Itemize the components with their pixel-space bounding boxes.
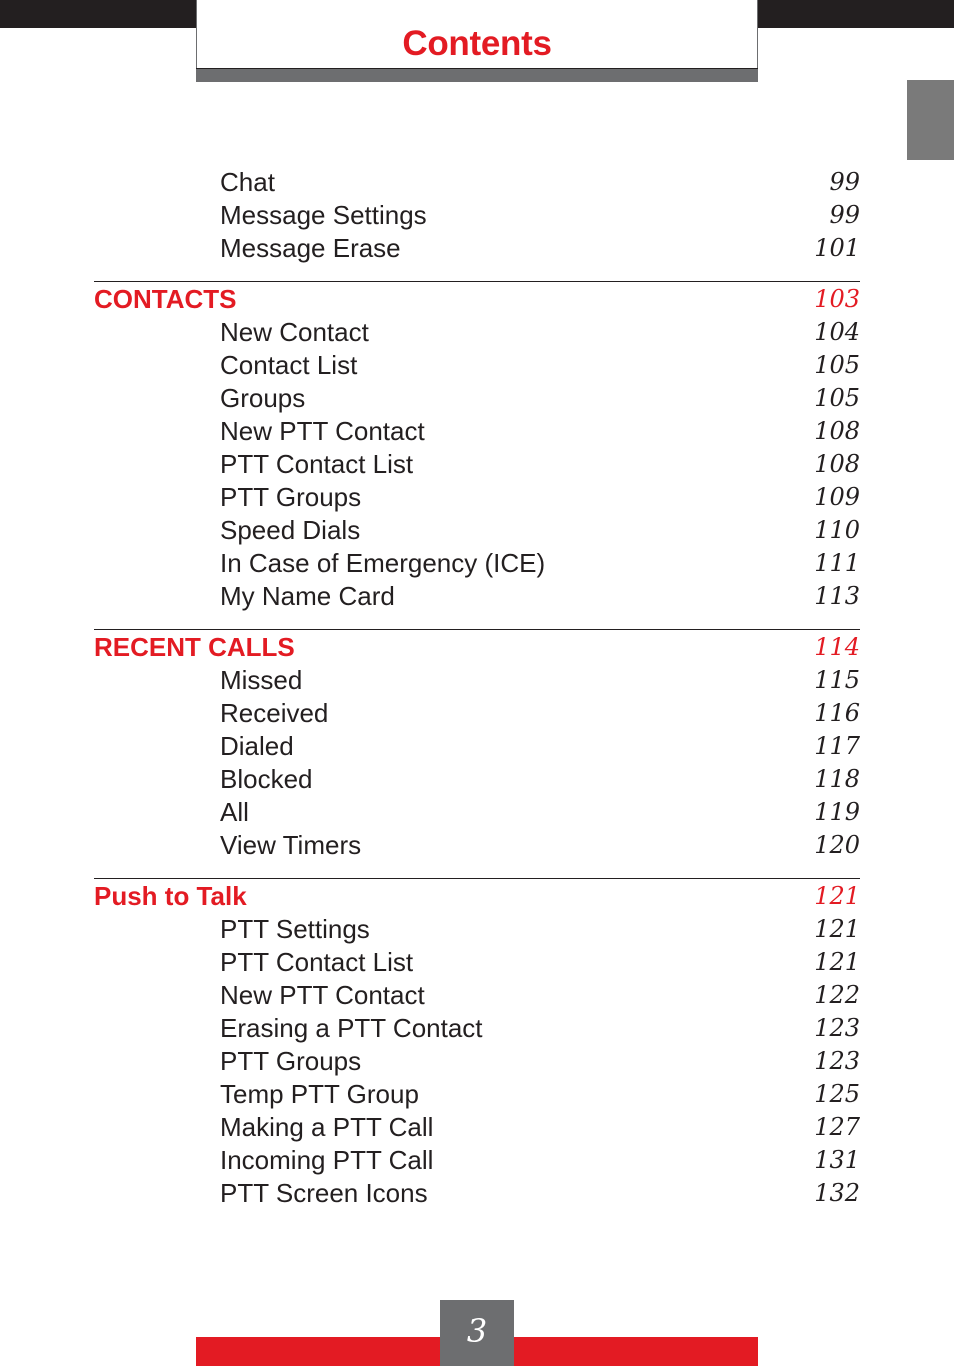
page-ref: 115: [814, 666, 860, 694]
entry-label: Speed Dials: [220, 515, 361, 545]
section-title: Push to Talk: [94, 881, 247, 911]
toc-entry[interactable]: [94, 448, 860, 481]
section-divider: [94, 281, 860, 282]
page-ref: 104: [814, 318, 860, 346]
entry-label: PTT Contact List: [220, 947, 414, 977]
toc-entry[interactable]: [94, 166, 860, 199]
entry-label: Missed: [220, 665, 303, 695]
toc-entry[interactable]: [94, 1144, 860, 1177]
entry-label: Temp PTT Group: [220, 1079, 419, 1109]
section-divider: [94, 878, 860, 879]
toc-entry[interactable]: [94, 913, 860, 946]
toc-section-heading[interactable]: [94, 631, 860, 664]
toc-entry[interactable]: [94, 514, 860, 547]
section-title: CONTACTS: [94, 284, 237, 314]
toc-entry[interactable]: [94, 1177, 860, 1210]
page-ref: 125: [814, 1080, 860, 1108]
page-ref: 118: [814, 765, 860, 793]
entry-label: All: [220, 797, 249, 827]
toc-entry[interactable]: [94, 1078, 860, 1111]
page-ref: 109: [814, 483, 860, 511]
toc-entry[interactable]: [94, 829, 860, 862]
page-ref: 108: [814, 417, 860, 445]
bottom-bar-left: [196, 1337, 440, 1366]
toc-entry[interactable]: [94, 697, 860, 730]
page-ref: 122: [814, 981, 860, 1009]
page-ref: 103: [814, 285, 860, 313]
section-title: RECENT CALLS: [94, 632, 295, 662]
bottom-bar-right: [514, 1337, 758, 1366]
page-ref: 114: [814, 633, 860, 661]
entry-label: Making a PTT Call: [220, 1112, 434, 1142]
entry-label: New Contact: [220, 317, 369, 347]
entry-label: In Case of Emergency (ICE): [220, 548, 546, 578]
entry-label: Chat: [220, 167, 275, 197]
entry-label: PTT Settings: [220, 914, 370, 944]
page-ref: 110: [814, 516, 860, 544]
entry-label: New PTT Contact: [220, 980, 425, 1010]
entry-label: PTT Contact List: [220, 449, 414, 479]
toc-entry[interactable]: [94, 763, 860, 796]
entry-label: Message Settings: [220, 200, 427, 230]
top-bar-right: [757, 0, 954, 28]
toc-entry[interactable]: [94, 796, 860, 829]
section-divider: [94, 629, 860, 630]
toc-entry[interactable]: [94, 349, 860, 382]
page-number: 3: [440, 1300, 514, 1366]
page-ref: 131: [814, 1146, 860, 1174]
page-title: Contents: [402, 24, 552, 63]
toc-entry[interactable]: [94, 481, 860, 514]
entry-label: PTT Groups: [220, 1046, 362, 1076]
entry-label: View Timers: [220, 830, 362, 860]
entry-label: Blocked: [220, 764, 313, 794]
toc-entry[interactable]: [94, 946, 860, 979]
toc-entry[interactable]: [94, 1111, 860, 1144]
table-of-contents: [94, 166, 860, 1210]
page-ref: 119: [814, 798, 860, 826]
toc-entry[interactable]: [94, 730, 860, 763]
page-ref: 121: [814, 948, 860, 976]
page-ref: 113: [814, 582, 860, 610]
toc-entry[interactable]: [94, 664, 860, 697]
toc-entry[interactable]: [94, 547, 860, 580]
page-ref: 117: [814, 732, 860, 760]
page-ref: 116: [814, 699, 860, 727]
entry-label: Received: [220, 698, 329, 728]
entry-label: New PTT Contact: [220, 416, 425, 446]
toc-section-heading[interactable]: [94, 880, 860, 913]
entry-label: Erasing a PTT Contact: [220, 1013, 483, 1043]
entry-label: Dialed: [220, 731, 294, 761]
page-ref: 121: [814, 915, 860, 943]
page-ref: 123: [814, 1014, 860, 1042]
entry-label: PTT Screen Icons: [220, 1178, 428, 1208]
entry-label: My Name Card: [220, 581, 395, 611]
page-ref: 111: [814, 549, 860, 577]
entry-label: Incoming PTT Call: [220, 1145, 434, 1175]
page-ref: 120: [814, 831, 860, 859]
entry-label: PTT Groups: [220, 482, 362, 512]
page-ref: 99: [829, 201, 860, 229]
page-ref: 132: [814, 1179, 860, 1207]
title-underbar: [196, 68, 758, 82]
top-bar-left: [0, 0, 197, 28]
toc-entry[interactable]: [94, 382, 860, 415]
page-ref: 123: [814, 1047, 860, 1075]
page-ref: 105: [814, 384, 860, 412]
toc-entry[interactable]: [94, 1045, 860, 1078]
toc-entry[interactable]: [94, 316, 860, 349]
page-ref: 101: [814, 234, 860, 262]
page-ref: 108: [814, 450, 860, 478]
page-ref: 105: [814, 351, 860, 379]
entry-label: Contact List: [220, 350, 358, 380]
toc-entry[interactable]: [94, 580, 860, 613]
page-ref: 99: [829, 168, 860, 196]
entry-label: Groups: [220, 383, 306, 413]
toc-entry[interactable]: [94, 415, 860, 448]
side-tab: [907, 80, 954, 160]
toc-section-heading[interactable]: [94, 283, 860, 316]
toc-entry[interactable]: [94, 232, 860, 265]
toc-entry[interactable]: [94, 199, 860, 232]
toc-entry[interactable]: [94, 979, 860, 1012]
toc-entry[interactable]: [94, 1012, 860, 1045]
entry-label: Message Erase: [220, 233, 401, 263]
page-ref: 127: [814, 1113, 860, 1141]
page-ref: 121: [814, 882, 860, 910]
